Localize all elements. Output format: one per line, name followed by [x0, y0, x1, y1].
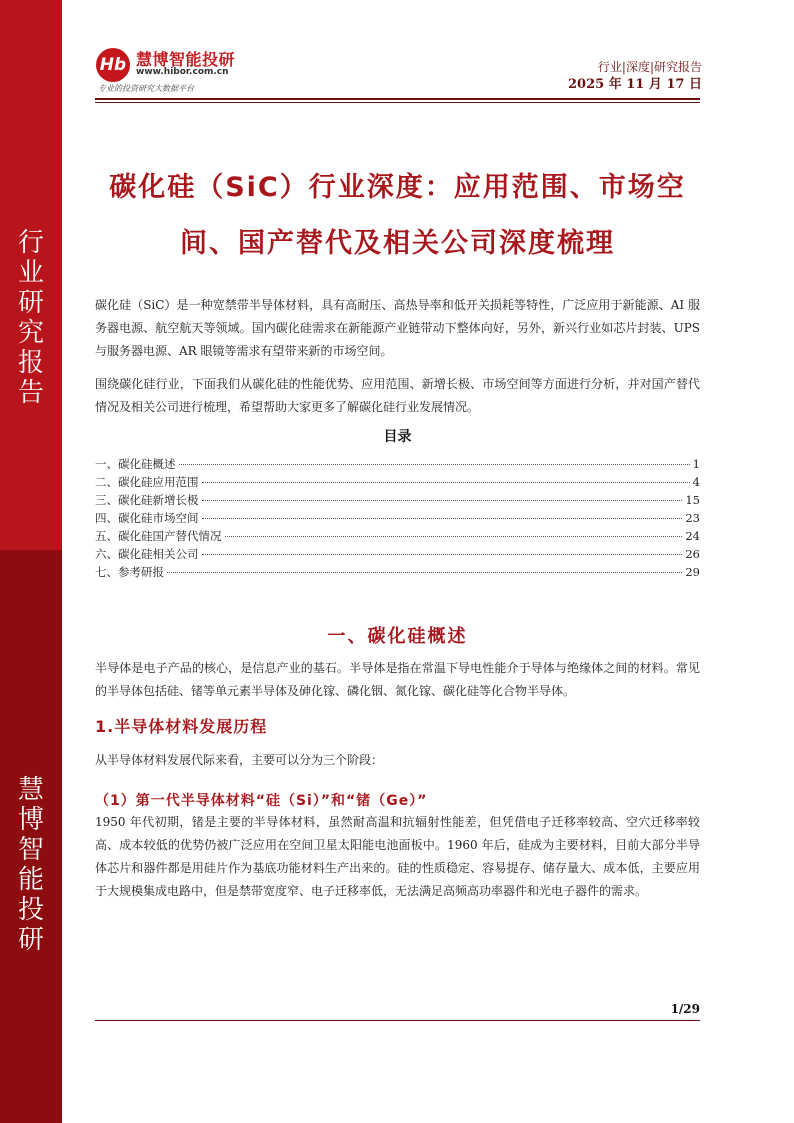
- intro-paragraph-1: 碳化硅（SiC）是一种宽禁带半导体材料，具有高耐压、高热导率和低开关损耗等特性，广泛应用于新能源、AI 服务器电源、航空航天等领域。国内碳化硅需求在新能源产业链带动下整体向好，另外，新兴行业如芯片封装、UPS 与服务器电源、AR 眼镜等需求有望带来新的市场空间。: [95, 298, 700, 358]
- toc-leader: [167, 572, 682, 573]
- toc-item[interactable]: [95, 546, 700, 564]
- brand-logo[interactable]: [96, 46, 296, 96]
- sidebar-glyph: 慧: [17, 775, 44, 805]
- toc-item[interactable]: [95, 528, 700, 546]
- toc-item-page: 24: [685, 529, 700, 543]
- logo-mark-icon: Hb: [96, 48, 130, 82]
- sidebar-report-type-label: [0, 228, 62, 408]
- header-divider-thin: [95, 102, 700, 103]
- sidebar-glyph: 业: [17, 258, 44, 288]
- page-number: 1/29: [670, 1002, 700, 1016]
- section-paragraph-2: 从半导体材料发展代际来看，主要可以分为三个阶段：: [95, 753, 384, 767]
- report-meta: [568, 58, 702, 94]
- toc-item[interactable]: [95, 492, 700, 510]
- sidebar-glyph: 究: [17, 318, 44, 348]
- toc-item[interactable]: [95, 456, 700, 474]
- toc-leader: [202, 482, 690, 483]
- sidebar-glyph: 投: [17, 895, 44, 925]
- toc-item-label: 四、碳化硅市场空间: [95, 511, 199, 525]
- toc-leader: [179, 464, 690, 465]
- toc-leader: [202, 518, 683, 519]
- intro-paragraph-2: 围绕碳化硅行业，下面我们从碳化硅的性能优势、应用范围、新增长极、市场空间等方面进行分析，并对国产替代情况及相关公司进行梳理，希望帮助大家更多了解碳化硅行业发展情况。: [95, 377, 700, 414]
- subsection-heading: 1.半导体材料发展历程: [95, 717, 268, 736]
- sidebar-glyph: 博: [17, 805, 44, 835]
- header-divider: [95, 98, 700, 100]
- toc-item-page: 23: [685, 511, 700, 525]
- sidebar-glyph: 研: [17, 925, 44, 955]
- logo-url[interactable]: www.hibor.com.cn: [136, 67, 229, 77]
- toc-item[interactable]: [95, 510, 700, 528]
- section-heading: 一、碳化硅概述: [327, 626, 468, 647]
- toc-item-label: 七、参考研报: [95, 565, 164, 579]
- report-category: 行业|深度|研究报告: [597, 60, 702, 74]
- toc-item-page: 26: [685, 547, 700, 561]
- report-date: 2025 年 11 月 17 日: [568, 77, 702, 92]
- sidebar-glyph: 研: [17, 288, 44, 318]
- toc-item-page: 29: [685, 565, 700, 579]
- toc-item-page: 4: [692, 475, 700, 489]
- toc-item[interactable]: [95, 474, 700, 492]
- toc-item-label: 五、碳化硅国产替代情况: [95, 529, 222, 543]
- toc-leader: [225, 536, 683, 537]
- toc-item-label: 二、碳化硅应用范围: [95, 475, 199, 489]
- sidebar-brand-label: [0, 775, 62, 955]
- subsubsection-heading: （1）第一代半导体材料“硅（Si）”和“锗（Ge）”: [95, 793, 428, 809]
- toc-leader: [202, 500, 683, 501]
- sidebar-glyph: 报: [17, 348, 44, 378]
- toc-leader: [202, 554, 683, 555]
- toc-item-page: 15: [685, 493, 700, 507]
- sidebar-glyph: 智: [17, 835, 44, 865]
- report-title-line-1: 碳化硅（SiC）行业深度：应用范围、市场空: [109, 172, 686, 203]
- toc-title: 目录: [383, 429, 412, 445]
- toc-item-label: 一、碳化硅概述: [95, 457, 176, 471]
- report-title: [95, 160, 700, 272]
- toc-item-label: 三、碳化硅新增长极: [95, 493, 199, 507]
- sidebar-glyph: 告: [17, 378, 44, 408]
- footer-divider: [95, 1020, 700, 1021]
- section-paragraph-3: 1950 年代初期，锗是主要的半导体材料，虽然耐高温和抗辐射性能差，但凭借电子迁移率较高、空穴迁移率较高、成本较低的优势仍被广泛应用在空间卫星太阳能电池面板中。1960 年后，硅成为主要材料，目前大部分半导体芯片和器件都是用硅片作为基底功能材料生产出来的。硅的性质稳定、容易提存、储存量大、成本低，主要应用于大规模集成电路中，但是禁带宽度窄、电子迁移率低，无法满足高频高功率器件和光电子器件的需求。: [95, 815, 700, 898]
- sidebar-glyph: 行: [17, 228, 44, 258]
- table-of-contents: [95, 456, 700, 582]
- section-paragraph-1: 半导体是电子产品的核心，是信息产业的基石。半导体是指在常温下导电性能介于导体与绝缘体之间的材料。常见的半导体包括硅、锗等单元素半导体及砷化镓、磷化铟、氮化镓、碳化硅等化合物半导体。: [95, 661, 700, 698]
- sidebar-glyph: 能: [17, 865, 44, 895]
- logo-slogan: 专业的投资研究大数据平台: [98, 84, 194, 93]
- toc-item-page: 1: [692, 457, 700, 471]
- toc-item-label: 六、碳化硅相关公司: [95, 547, 199, 561]
- toc-item[interactable]: [95, 564, 700, 582]
- logo-name: 慧博智能投研: [136, 50, 236, 69]
- report-title-line-2: 间、国产替代及相关公司深度梳理: [180, 228, 615, 259]
